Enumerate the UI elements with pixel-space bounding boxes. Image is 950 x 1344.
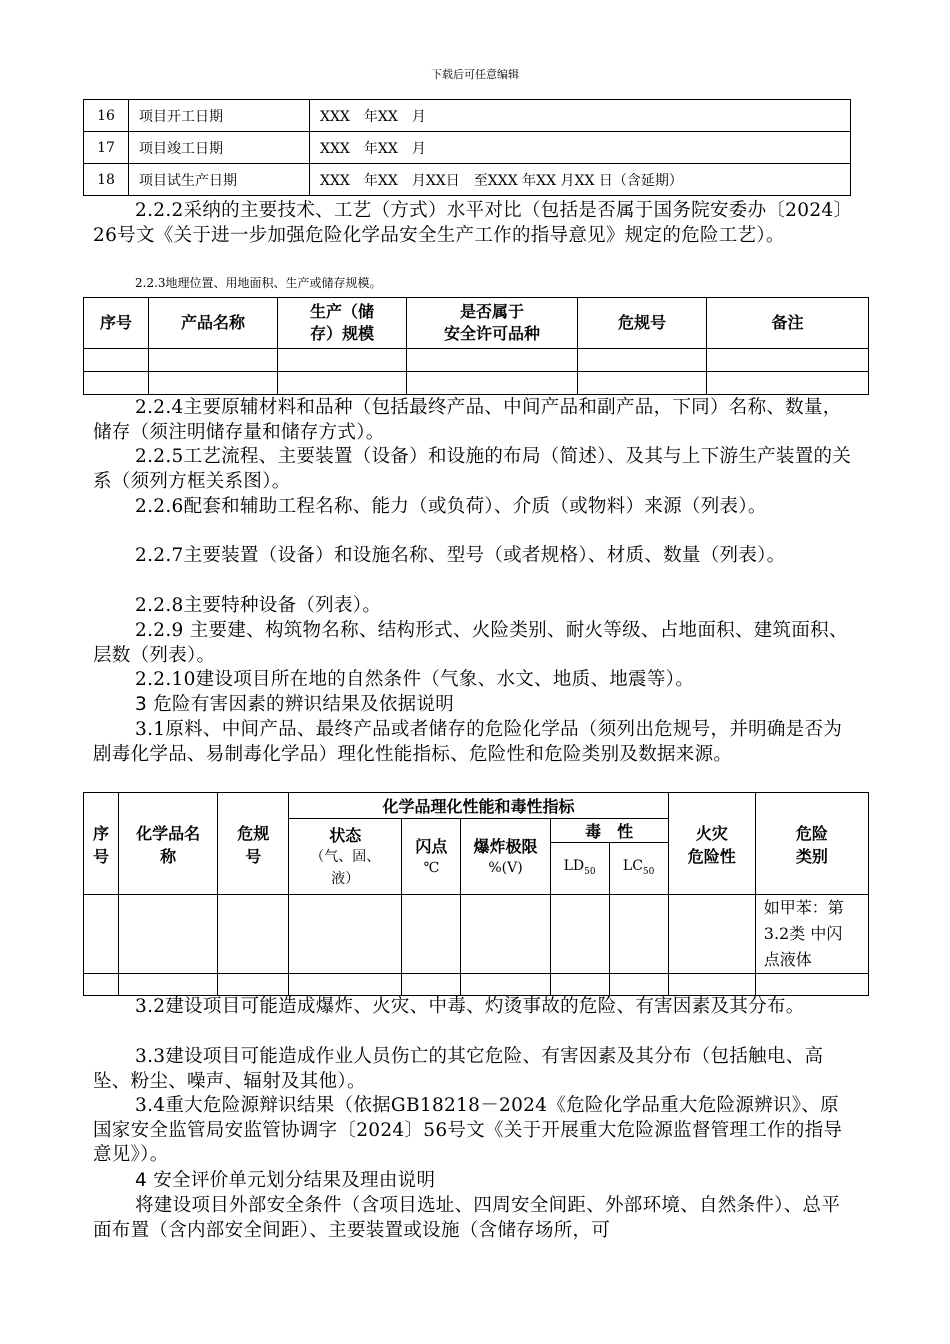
row-label: 项目试生产日期 (129, 164, 310, 196)
paragraph-2-2-5: 2.2.5工艺流程、主要装置（设备）和设施的布局（简述）、及其与上下游生产装置的关系（须列方框关系图）。 (93, 446, 852, 492)
col-header-flash: 闪点 ℃ (402, 819, 461, 895)
paragraph-2-2-4: 2.2.4主要原辅材料和品种（包括最终产品、中间产品和副产品，下同）名称、数量，储存（须注明储存量和储存方式）。 (93, 397, 842, 443)
section-heading-3: 3 危险有害因素的辨识结果及依据说明 (135, 694, 455, 715)
col-header-code: 危规 号 (218, 793, 289, 895)
paragraph-2-2-7: 2.2.7主要装置（设备）和设施名称、型号（或者规格）、材质、数量（列表）。 (135, 545, 786, 566)
table-row (84, 372, 869, 395)
row-label: 项目开工日期 (129, 100, 310, 132)
col-header-explode: 爆炸极限 %(V) (461, 819, 550, 895)
table-row (84, 164, 851, 196)
paragraph-3-2: 3.2建设项目可能造成爆炸、火灾、中毒、灼烫事故的危险、有害因素及其分布。 (135, 996, 805, 1017)
chemical-properties-table (83, 792, 869, 996)
col-header-name: 产品名称 (149, 298, 278, 349)
row-label: 项目竣工日期 (129, 132, 310, 164)
paragraph-2-2-9: 2.2.9 主要建、构筑物名称、结构形式、火险类别、耐火等级、占地面积、建筑面积、层数（列表）。 (93, 620, 848, 666)
paragraph-4: 将建设项目外部安全条件（含项目选址、四周安全间距、外部环境、自然条件）、总平面布置（含内部安全间距）、主要装置或设施（含储存场所，可 (93, 1195, 841, 1241)
section-heading-4: 4 安全评价单元划分结果及理由说明 (135, 1170, 436, 1191)
col-header-code: 危规号 (578, 298, 707, 349)
col-header-state: 状态 （气、固、 液） (289, 819, 402, 895)
paragraph-2-2-8: 2.2.8主要特种设备（列表）。 (135, 595, 382, 616)
col-header-chem-name: 化学品名 称 (119, 793, 218, 895)
paragraph-2-2-2: 2.2.2采纳的主要技术、工艺（方式）水平对比（包括是否属于国务院安委办〔2024〕26号文《关于进一步加强危险化学品安全生产工作的指导意见》规定的危险工艺）。 (93, 200, 853, 246)
paragraph-2-2-3: 2.2.3地理位置、用地面积、生产或储存规模。 (135, 276, 382, 290)
col-header-note: 备注 (707, 298, 869, 349)
row-value: XXX 年XX 月 (310, 100, 851, 132)
col-header-lc50: $LC_{50}$ (609, 843, 668, 895)
col-header-group: 化学品理化性能和毒性指标 (289, 793, 668, 819)
col-header-hazard: 危险 类别 (755, 793, 868, 895)
product-scale-table (83, 297, 869, 395)
col-header-seq: 序 号 (84, 793, 119, 895)
row-number: 16 (84, 100, 129, 132)
hazard-example: 如甲苯：第 3.2类 中闪 点液体 (755, 895, 868, 974)
table-row (84, 132, 851, 164)
row-number: 17 (84, 132, 129, 164)
col-header-safety: 是否属于 安全许可品种 (407, 298, 578, 349)
paragraph-3-4: 3.4重大危险源辩识结果（依据GB18218－2024《危险化学品重大危险源辨识》、原国家安全监管局安监管协调字〔2024〕56号文《关于开展重大危险源监督管理工作的指导意见》）。 (93, 1095, 843, 1165)
paragraph-2-2-6: 2.2.6配套和辅助工程名称、能力（或负荷）、介质（或物料）来源（列表）。 (135, 496, 767, 517)
paragraph-3-1: 3.1原料、中间产品、最终产品或者储存的危险化学品（须列出危规号，并明确是否为剧毒化学品、易制毒化学品）理化性能指标、危险性和危险类别及数据来源。 (93, 719, 843, 765)
table-row (84, 349, 869, 372)
col-header-scale: 生产（储 存）规模 (278, 298, 407, 349)
table-row (84, 974, 869, 996)
row-value: XXX 年XX 月XX日 至XXX 年XX 月XX 日（含延期） (310, 164, 851, 196)
col-header-seq: 序号 (84, 298, 149, 349)
table-header-row (84, 298, 869, 349)
col-header-fire: 火灾 危险性 (668, 793, 755, 895)
col-header-ld50: $LD_{50}$ (550, 843, 609, 895)
row-number: 18 (84, 164, 129, 196)
project-dates-table (83, 99, 851, 196)
row-value: XXX 年XX 月 (310, 132, 851, 164)
paragraph-2-2-10: 2.2.10建设项目所在地的自然条件（气象、水文、地质、地震等）。 (135, 669, 694, 690)
paragraph-3-3: 3.3建设项目可能造成作业人员伤亡的其它危险、有害因素及其分布（包括触电、高坠、粉尘、噪声、辐射及其他）。 (93, 1046, 824, 1092)
page-header: 下载后可任意编辑 (431, 68, 519, 81)
col-header-toxicity: 毒 性 (550, 819, 668, 843)
table-row (84, 895, 869, 974)
table-row (84, 100, 851, 132)
